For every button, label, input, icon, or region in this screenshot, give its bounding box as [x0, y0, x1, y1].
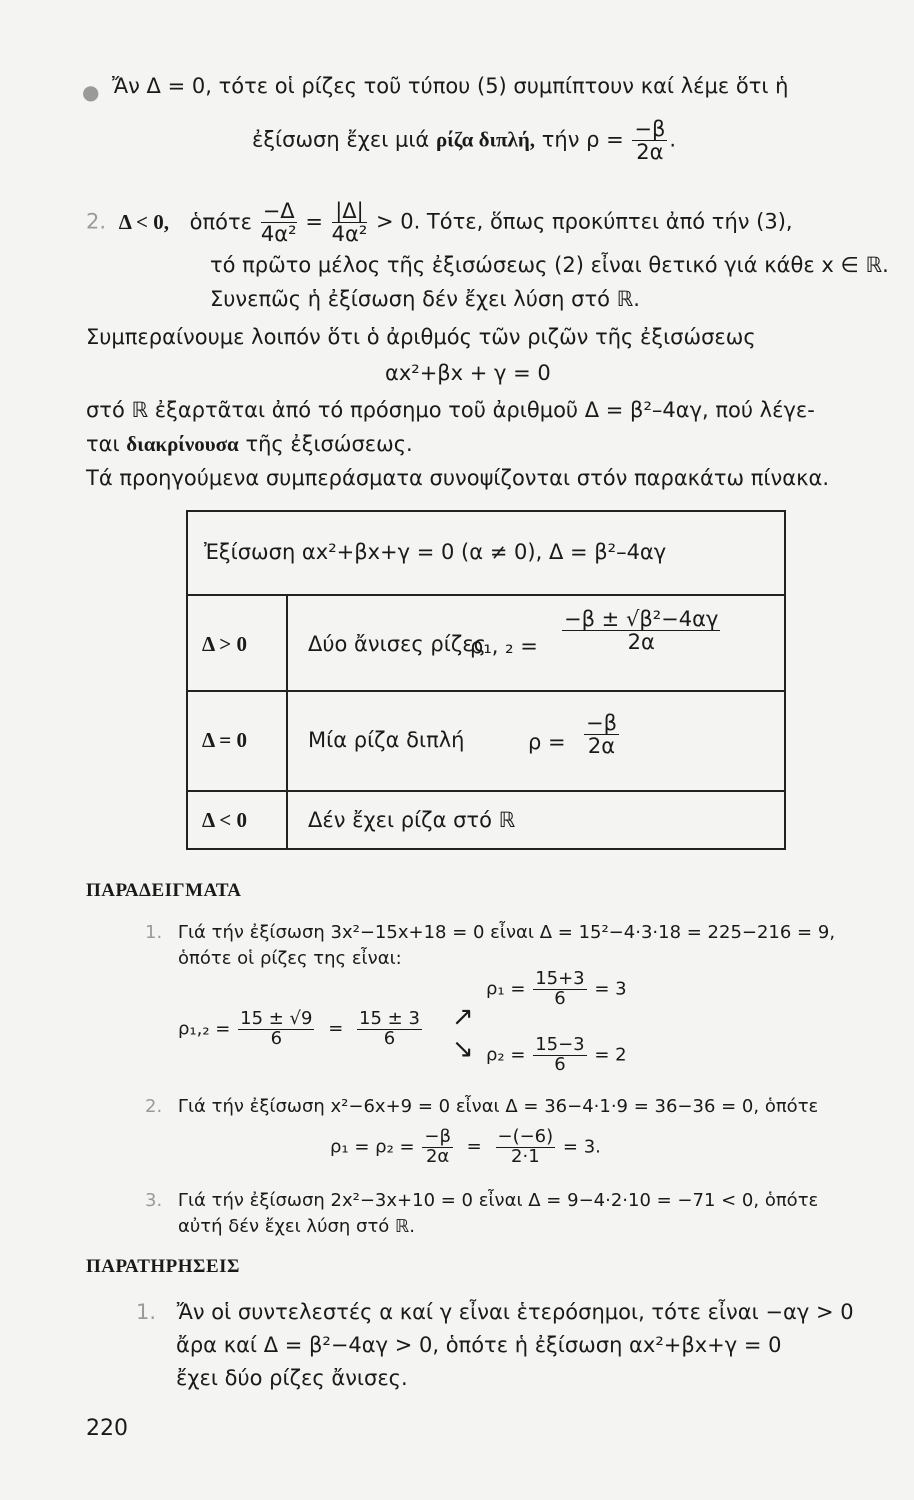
example-1-line: 1. Γιά τήν ἐξίσωση 3x²−15x+18 = 0 εἶναι Δ = 15²−4·3·18 = 225−216 = 9, — [145, 922, 836, 943]
arrow-up-right-icon: ↗ — [452, 1002, 474, 1032]
text-line: Τά προηγούμενα συμπεράσματα συνοψίζονται στόν παρακάτω πίνακα. — [86, 466, 829, 490]
table-cell-text: Δέν ἔχει ρίζα στό ℝ — [308, 808, 516, 832]
table-formula-fraction: $\frac{-\beta}{2\alpha}$ — [586, 711, 617, 759]
example-1-formula: ρ₁,₂ = $\frac{15 \pm √9}{6}$ = $\frac{15 \pm 3}{6}$ — [178, 1008, 420, 1049]
text-fragment: ὁπότε — [189, 209, 252, 234]
table-row — [188, 792, 784, 848]
bold-term: διακρίνουσα — [126, 432, 239, 456]
example-3-line: 3. Γιά τήν ἐξίσωση 2x²−3x+10 = 0 εἶναι Δ = 9−4·2·10 = −71 < 0, ὁπότε — [145, 1190, 819, 1211]
fraction: $\frac{15-3}{6}$ — [535, 1034, 585, 1075]
section-title: ΠΑΡΑΔΕΙΓΜΑΤΑ — [86, 880, 242, 901]
bold-term: ρίζα διπλή, — [435, 127, 536, 152]
table-row — [188, 692, 784, 792]
example-2-line: 2. Γιά τήν ἐξίσωση x²−6x+9 = 0 εἶναι Δ = 36−4·1·9 = 36−36 = 0, ὁπότε — [145, 1096, 819, 1117]
text-fragment: > 0. Τότε, ὅπως προκύπτει ἀπό τήν (3), — [375, 209, 793, 234]
arrow-down-right-icon: ↘ — [452, 1034, 474, 1064]
case-number: 2. — [86, 209, 107, 234]
text-line: Συμπεραίνουμε λοιπόν ὅτι ὁ ἀριθμός τῶν ριζῶν τῆς ἐξισώσεως — [86, 325, 756, 349]
table-header-text: Ἐξίσωση αx²+βx+γ = 0 (α ≠ 0), Δ = β²–4αγ — [204, 540, 667, 564]
fraction: $\frac{-(-6)}{2\cdot 1}$ — [497, 1126, 554, 1167]
table-formula-fraction: $\frac{\text{−β ± √β²−4αγ}}{2\alpha}$ — [564, 607, 719, 655]
table-row — [188, 594, 784, 692]
fraction: $\frac{-\Delta}{\text{4α²}}$ — [260, 199, 297, 247]
example-number: 2. — [145, 1096, 163, 1117]
fraction: $\frac{15 \pm 3}{6}$ — [359, 1008, 420, 1049]
bullet-icon: ● — [82, 80, 100, 104]
example-2-formula: ρ₁ = ρ₂ = $\frac{-\beta}{2\alpha}$ = $\frac{-(-6)}{2\cdot 1}$ = 3. — [330, 1126, 601, 1167]
text-line: ἐξίσωση ἔχει μιά ρίζα διπλή, τήν ρ = $\frac{-\beta}{2\alpha}$ . — [252, 117, 677, 165]
equation: αx²+βx + γ = 0 — [385, 361, 551, 385]
root-1: ρ₁ = $\frac{15+3}{6}$ = 3 — [486, 968, 627, 1009]
fraction: $\frac{15+3}{6}$ — [535, 968, 585, 1009]
table-header — [188, 512, 784, 596]
fraction: $\frac{|\Delta|}{\text{4α²}}$ — [331, 199, 368, 247]
section-title: ΠΑΡΑΤΗΡΗΣΕΙΣ — [86, 1256, 240, 1277]
table-cell-condition: Δ = 0 — [202, 728, 247, 752]
remark-line: 1. Ἄν οἱ συντελεστές α καί γ εἶναι ἑτερόσημοι, τότε εἶναι −αγ > 0 — [136, 1300, 854, 1324]
page-number: 220 — [86, 1416, 128, 1441]
table-cell-condition: Δ < 0 — [202, 808, 247, 832]
text-fragment: ἐξίσωση ἔχει μιά — [252, 127, 430, 152]
table-formula-lhs: ρ₁, ₂ = — [470, 634, 538, 658]
fraction: $\frac{-\beta}{2\alpha}$ — [424, 1126, 451, 1167]
table-cell-text: Μία ρίζα διπλή — [308, 728, 465, 752]
text-line: τό πρῶτο μέλος τῆς ἐξισώσεως (2) εἶναι θετικό γιά κάθε x ∈ ℝ. — [210, 253, 889, 277]
text-line: ὁπότε οἱ ρίζες της εἶναι: — [178, 948, 402, 969]
text-fragment: τήν ρ = — [541, 127, 624, 152]
table-cell-condition: Δ > 0 — [202, 632, 247, 656]
case-condition: Δ < 0, — [118, 209, 169, 234]
text-line: ἔχει δύο ρίζες ἄνισες. — [176, 1366, 408, 1390]
table-formula-lhs: ρ = — [528, 730, 566, 754]
fraction: $\frac{15 \pm √9}{6}$ — [240, 1008, 313, 1049]
table-cell-text: Δύο ἄνισες ρίζες — [308, 632, 486, 656]
text-line: στό ℝ ἐξαρτᾶται ἀπό τό πρόσημο τοῦ ἀριθμοῦ Δ = β²–4αγ, πού λέγε- — [86, 398, 815, 422]
text-line: Συνεπῶς ἡ ἐξίσωση δέν ἔχει λύση στό ℝ. — [210, 287, 640, 311]
text-line: ἄρα καί Δ = β²−4αγ > 0, ὁπότε ἡ ἐξίσωση αx²+βx+γ = 0 — [176, 1333, 782, 1357]
text-line: Ἄν Δ = 0, τότε οἱ ρίζες τοῦ τύπου (5) συμπίπτουν καί λέμε ὅτι ἡ — [112, 74, 789, 98]
fraction: $\frac{-\beta}{2\alpha}$ — [634, 117, 666, 165]
root-2: ρ₂ = $\frac{15-3}{6}$ = 2 — [486, 1034, 627, 1075]
text-line: ται διακρίνουσα τῆς ἐξισώσεως. — [86, 432, 413, 456]
example-number: 3. — [145, 1190, 163, 1211]
case-line: 2. Δ < 0, ὁπότε $\frac{-\Delta}{\text{4α²}}$ = $\frac{|\Delta|}{\text{4α²}}$ > 0. Τότε, ὅπως προκύπτει ἀπό τήν (3), — [86, 199, 793, 247]
discriminant-table — [186, 510, 786, 850]
remark-number: 1. — [136, 1300, 157, 1324]
example-number: 1. — [145, 922, 163, 943]
text-line: αὐτή δέν ἔχει λύση στό ℝ. — [178, 1216, 415, 1237]
